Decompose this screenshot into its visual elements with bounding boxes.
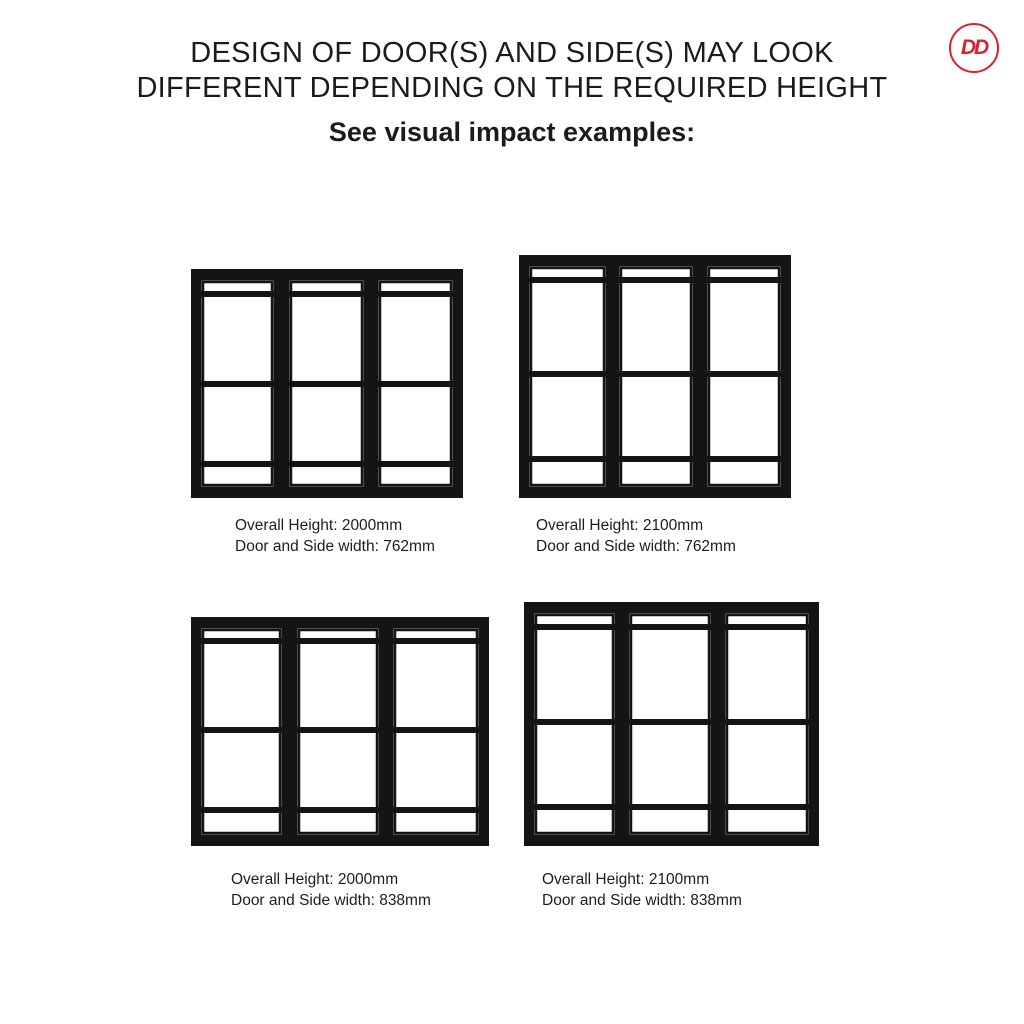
transom-bar bbox=[725, 624, 809, 630]
transom-bar bbox=[529, 371, 606, 377]
heading-line-2: DIFFERENT DEPENDING ON THE REQUIRED HEIGHT bbox=[136, 72, 888, 104]
mullion bbox=[383, 623, 390, 840]
mullion bbox=[368, 275, 375, 492]
transom-bar bbox=[289, 461, 364, 467]
transom-bar bbox=[534, 624, 615, 630]
overall-height-label: Overall Height: 2000mm bbox=[235, 517, 403, 534]
transom-bar bbox=[378, 461, 453, 467]
side-panel bbox=[705, 264, 783, 489]
transom-bar bbox=[297, 727, 379, 733]
transom-bar bbox=[201, 461, 274, 467]
transom-bar bbox=[201, 807, 282, 813]
door-set-diagram bbox=[191, 269, 463, 498]
transom-bar bbox=[707, 456, 781, 462]
brand-logo bbox=[949, 23, 999, 73]
transom-bar bbox=[529, 456, 606, 462]
overall-height-label: Overall Height: 2000mm bbox=[231, 871, 399, 888]
side-panel bbox=[199, 278, 276, 489]
brand-logo-text: DD bbox=[960, 36, 988, 59]
door-set-drawing bbox=[519, 255, 791, 498]
heading-line-1: DESIGN OF DOOR(S) AND SIDE(S) MAY LOOK bbox=[190, 37, 834, 69]
transom-bar bbox=[707, 277, 781, 283]
overall-height-label: Overall Height: 2100mm bbox=[536, 517, 704, 534]
transom-bar bbox=[201, 381, 274, 387]
transom-bar bbox=[725, 804, 809, 810]
transom-bar bbox=[393, 807, 479, 813]
transom-bar bbox=[201, 727, 282, 733]
door-set-diagram bbox=[524, 602, 819, 846]
transom-bar bbox=[619, 456, 693, 462]
door-panel bbox=[287, 278, 366, 489]
door-panel bbox=[617, 264, 695, 489]
door-set-drawing bbox=[191, 617, 489, 846]
side-panel bbox=[532, 611, 617, 837]
side-panel bbox=[723, 611, 811, 837]
door-panel bbox=[627, 611, 713, 837]
transom-bar bbox=[201, 638, 282, 644]
door-set-diagram bbox=[191, 617, 489, 846]
transom-bar bbox=[297, 638, 379, 644]
transom-bar bbox=[534, 804, 615, 810]
transom-bar bbox=[289, 381, 364, 387]
example-caption bbox=[542, 869, 742, 911]
transom-bar bbox=[629, 804, 711, 810]
transom-bar bbox=[725, 719, 809, 725]
door-side-width-label: Door and Side width: 838mm bbox=[542, 892, 742, 909]
door-set-drawing bbox=[524, 602, 819, 846]
mullion bbox=[278, 275, 285, 492]
side-panel bbox=[199, 626, 284, 837]
door-set-drawing bbox=[191, 269, 463, 498]
example-caption bbox=[231, 869, 431, 911]
door-side-width-label: Door and Side width: 762mm bbox=[536, 538, 736, 555]
overall-height-label: Overall Height: 2100mm bbox=[542, 871, 710, 888]
transom-bar bbox=[707, 371, 781, 377]
mullion bbox=[697, 261, 704, 492]
side-panel bbox=[376, 278, 455, 489]
door-side-width-label: Door and Side width: 762mm bbox=[235, 538, 435, 555]
mullion bbox=[286, 623, 293, 840]
transom-bar bbox=[393, 727, 479, 733]
transom-bar bbox=[378, 291, 453, 297]
transom-bar bbox=[297, 807, 379, 813]
door-panel bbox=[295, 626, 381, 837]
transom-bar bbox=[534, 719, 615, 725]
transom-bar bbox=[393, 638, 479, 644]
mullion bbox=[619, 608, 626, 840]
transom-bar bbox=[629, 624, 711, 630]
side-panel bbox=[527, 264, 608, 489]
subtitle: See visual impact examples: bbox=[328, 117, 696, 147]
transom-bar bbox=[619, 371, 693, 377]
side-panel bbox=[391, 626, 481, 837]
door-set-diagram bbox=[519, 255, 791, 498]
transom-bar bbox=[201, 291, 274, 297]
transom-bar bbox=[629, 719, 711, 725]
example-caption bbox=[536, 515, 736, 557]
transom-bar bbox=[289, 291, 364, 297]
transom-bar bbox=[619, 277, 693, 283]
example-caption bbox=[235, 515, 435, 557]
transom-bar bbox=[378, 381, 453, 387]
mullion bbox=[609, 261, 616, 492]
mullion bbox=[715, 608, 722, 840]
transom-bar bbox=[529, 277, 606, 283]
door-side-width-label: Door and Side width: 838mm bbox=[231, 892, 431, 909]
